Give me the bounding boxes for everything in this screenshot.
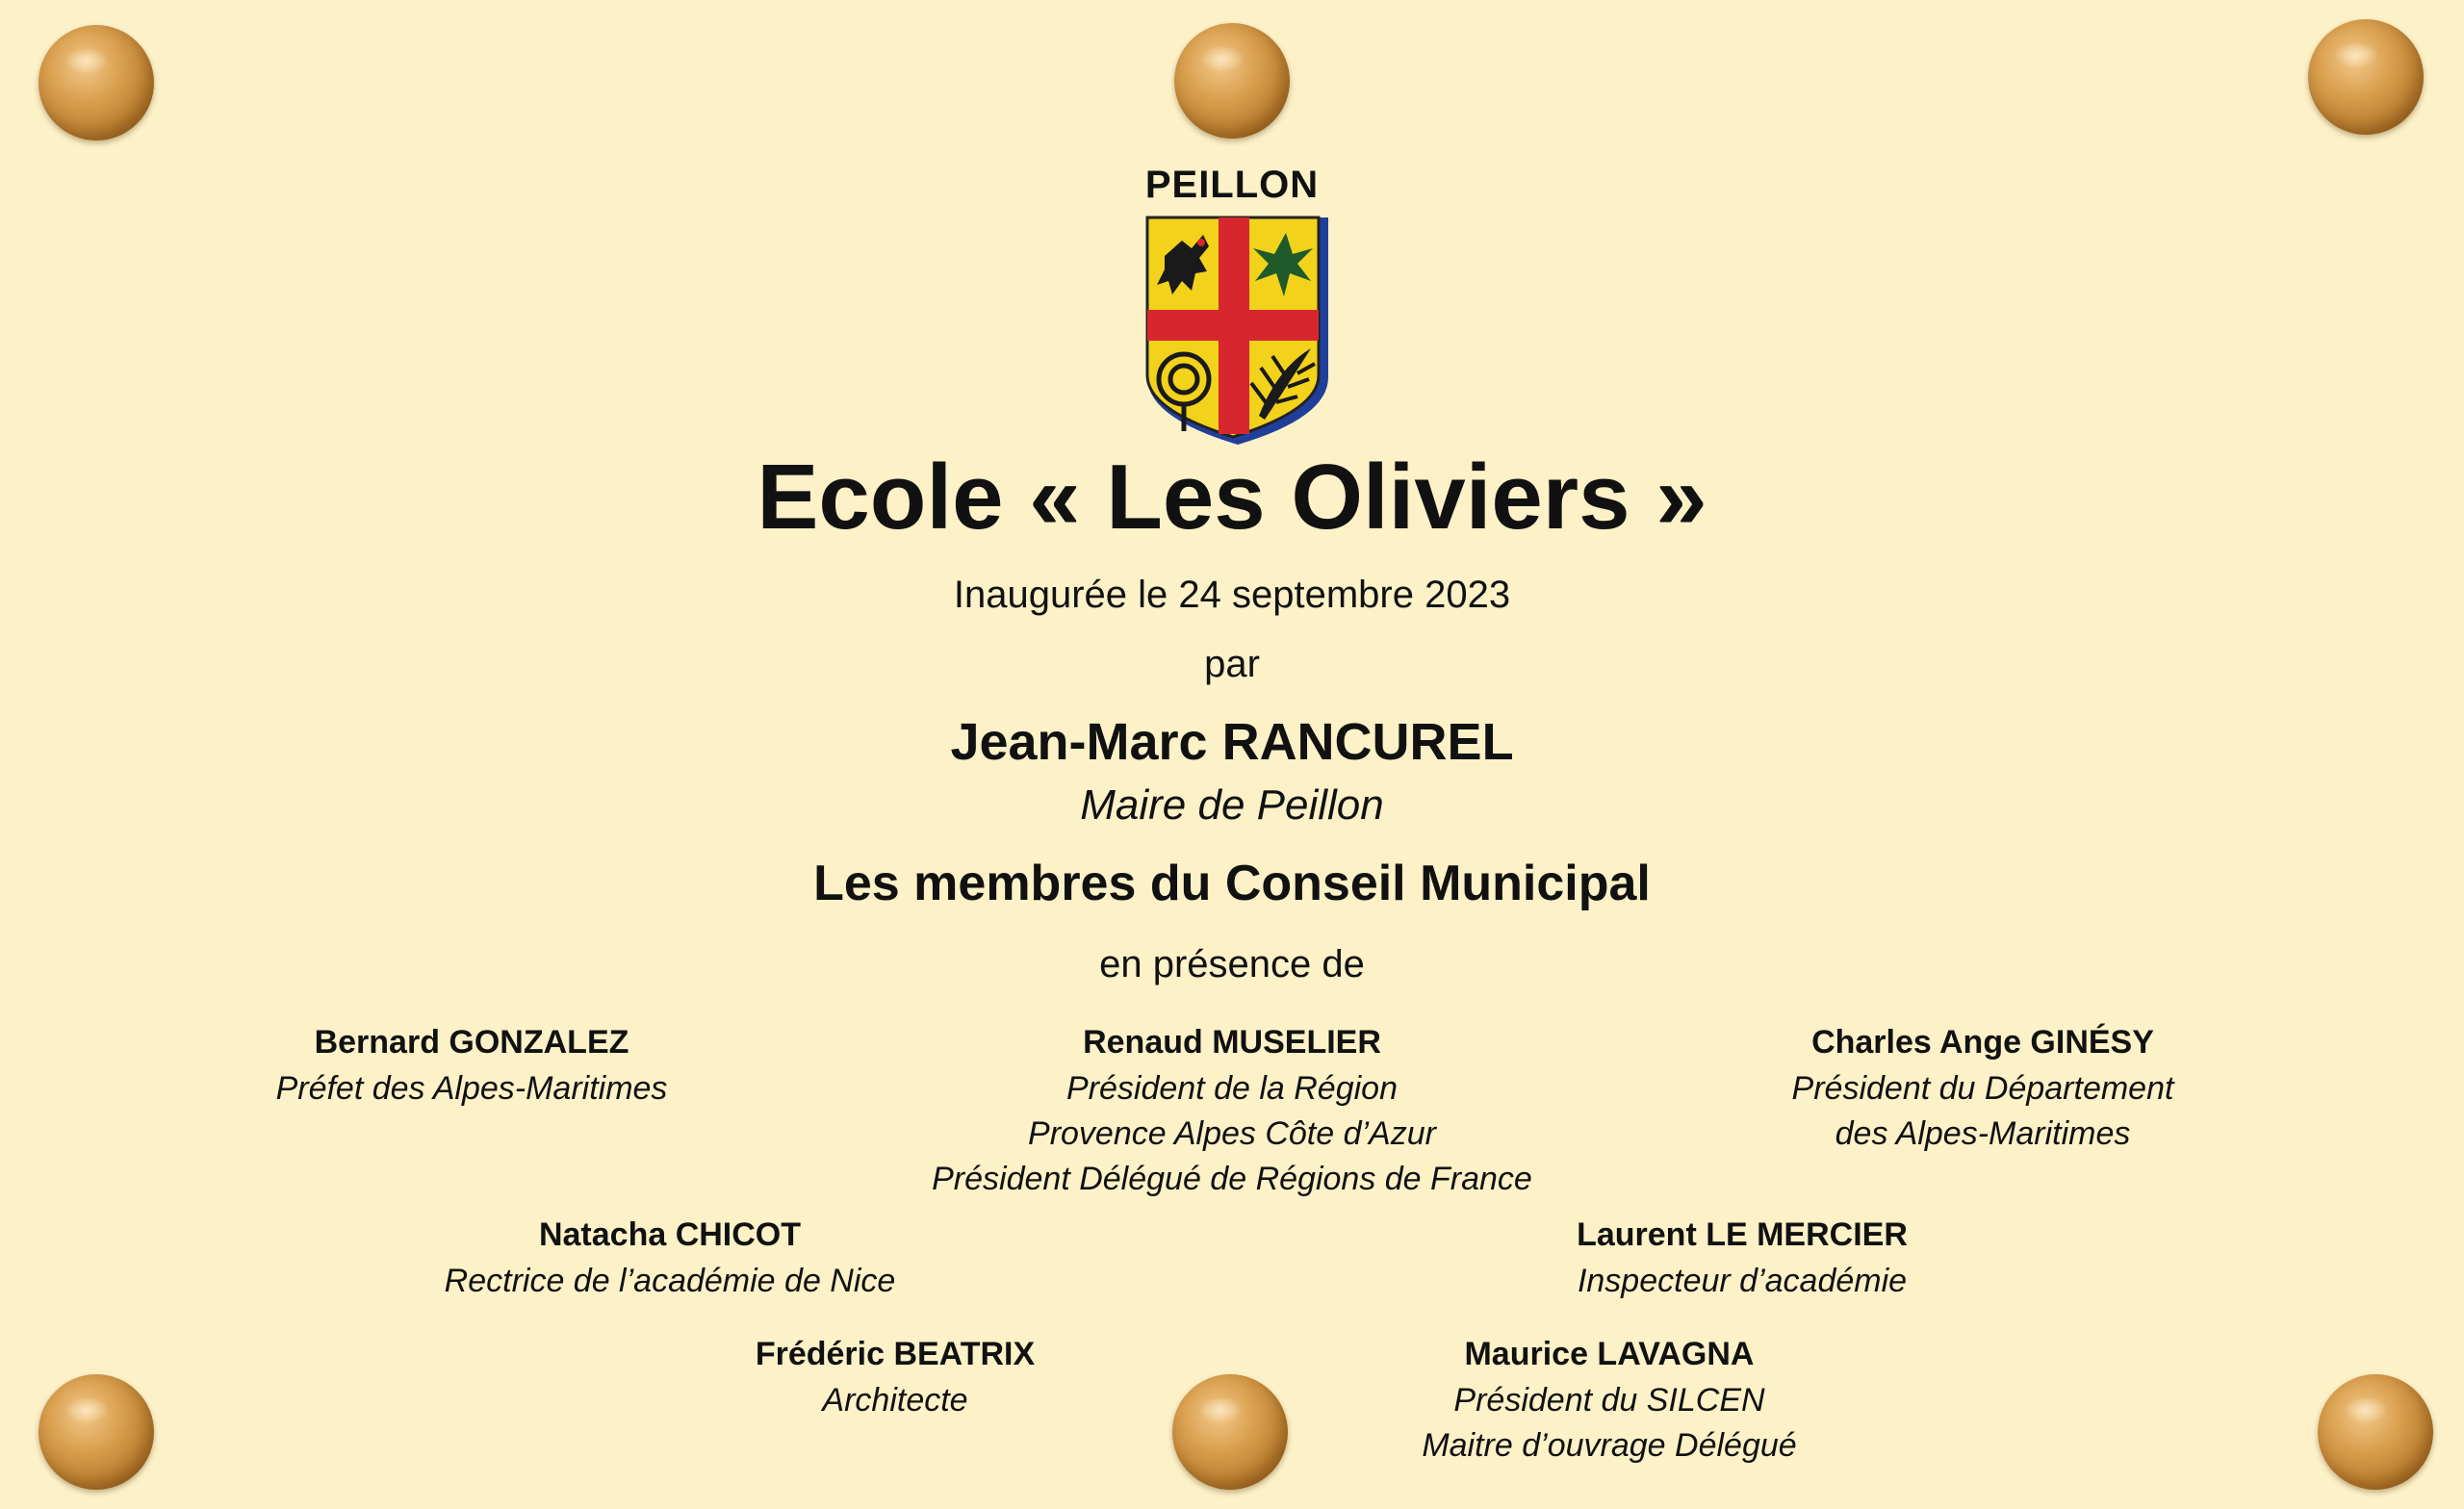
dignitary-role: Inspecteur d’académie	[1577, 1263, 1908, 1299]
brass-stud-top-left	[38, 25, 154, 141]
brass-stud-bottom-right	[2318, 1374, 2433, 1490]
dignitary-name: Laurent LE MERCIER	[1577, 1216, 1908, 1253]
dignitary-role: Président Délégué de Régions de France	[932, 1161, 1532, 1197]
school-title: Ecole « Les Oliviers »	[757, 446, 1707, 549]
dignitary-lavagna	[1224, 1330, 1994, 1469]
mayor-name: Jean-Marc RANCUREL	[950, 713, 1514, 771]
council-members: Les membres du Conseil Municipal	[813, 856, 1651, 911]
inauguration-date: Inaugurée le 24 septembre 2023	[953, 574, 1511, 616]
dignitary-le-mercier	[1357, 1211, 2127, 1304]
dignitary-name: Frédéric BEATRIX	[755, 1336, 1036, 1372]
par-text: par	[1204, 643, 1260, 685]
dignitary-gonzalez	[87, 1018, 857, 1112]
dignitary-name: Maurice LAVAGNA	[1464, 1336, 1755, 1372]
dignitary-role: Préfet des Alpes-Maritimes	[275, 1070, 668, 1107]
dignitary-name: Natacha CHICOT	[538, 1216, 802, 1253]
presence-text: en présence de	[1099, 943, 1365, 985]
dignitary-role: Président du Département	[1791, 1070, 2174, 1107]
dignitary-role: Architecte	[822, 1382, 968, 1419]
dignitary-chicot	[285, 1211, 1055, 1304]
dignitary-ginesy	[1598, 1018, 2368, 1157]
dignitary-name: Charles Ange GINÉSY	[1811, 1024, 2154, 1061]
brass-stud-top-right	[2308, 19, 2424, 135]
dignitary-role: Maitre d’ouvrage Délégué	[1422, 1427, 1797, 1464]
dignitary-name: Renaud MUSELIER	[1083, 1024, 1381, 1061]
brass-stud-top-center	[1174, 23, 1290, 139]
dignitary-name: Bernard GONZALEZ	[314, 1024, 629, 1061]
dignitary-role: Provence Alpes Côte d’Azur	[1028, 1115, 1436, 1152]
dignitary-beatrix	[510, 1330, 1280, 1423]
brass-stud-bottom-left	[38, 1374, 154, 1490]
dignitary-role: Rectrice de l’académie de Nice	[444, 1263, 896, 1299]
town-name: PEILLON	[1144, 164, 1320, 206]
dignitary-role: Président de la Région	[1065, 1070, 1398, 1107]
mayor-role: Maire de Peillon	[1080, 781, 1384, 829]
dignitary-role: Président du SILCEN	[1453, 1382, 1765, 1419]
dignitary-role: des Alpes-Maritimes	[1835, 1115, 2131, 1152]
dignitary-muselier	[847, 1018, 1617, 1202]
coat-of-arms-icon	[1143, 214, 1332, 447]
